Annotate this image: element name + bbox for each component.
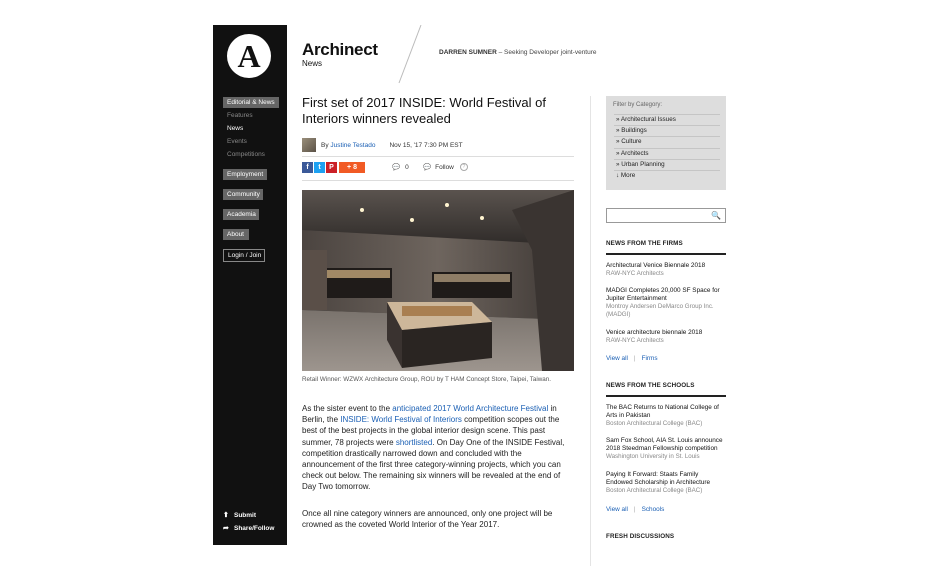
firm-news-title[interactable]: Venice architecture biennale 2018 bbox=[606, 329, 703, 336]
discussions-heading: FRESH DISCUSSIONS bbox=[606, 533, 675, 540]
share-follow-link[interactable] bbox=[223, 522, 274, 535]
firms-links bbox=[606, 355, 658, 362]
link-separator: | bbox=[633, 355, 636, 362]
login-join-button[interactable]: Login / Join bbox=[223, 249, 265, 262]
filter-item-more[interactable]: ↓ More bbox=[614, 170, 720, 181]
article-paragraph-1 bbox=[302, 403, 574, 493]
school-news-title[interactable]: Sam Fox School, AIA St. Louis announce 2018 Steedman Fellowship competition bbox=[606, 437, 723, 452]
sidebar-item-events[interactable]: Events bbox=[227, 138, 247, 145]
firm-news-item[interactable] bbox=[606, 329, 726, 345]
school-news-title[interactable]: The BAC Returns to National College of Arts in Pakistan bbox=[606, 404, 719, 419]
link-shortlisted[interactable]: shortlisted bbox=[395, 437, 433, 447]
submit-label: Submit bbox=[234, 512, 257, 519]
comments-link[interactable] bbox=[392, 163, 409, 171]
share-divider bbox=[302, 180, 574, 181]
help-icon[interactable]: ? bbox=[460, 163, 468, 171]
pinterest-share-button[interactable]: P bbox=[326, 162, 337, 173]
search-input[interactable] bbox=[606, 208, 726, 223]
link-separator: | bbox=[633, 506, 636, 513]
search-icon[interactable]: 🔍 bbox=[711, 211, 721, 220]
article-paragraph-2: Once all nine category winners are announced, only one project will be crowned as the coveted World Interior of the Year 2017. bbox=[302, 509, 553, 530]
firms-view-all-link[interactable]: View all bbox=[606, 355, 628, 362]
photo-caption: Retail Winner: WZWX Architecture Group, ROU by T HAM Concept Store, Taipei, Taiwan. bbox=[302, 376, 552, 383]
submit-link[interactable] bbox=[223, 509, 274, 522]
p1-text-d: . On Day One of the INSIDE Festival, competition drastically narrowed down and concluded with the announcement of the first three category-winning projects, which you can check out below. The remaining six winners will be revealed at the end of Day Two tomorrow. bbox=[302, 437, 565, 492]
facebook-share-button[interactable]: f bbox=[302, 162, 313, 173]
school-news-source: Washington University in St. Louis bbox=[606, 453, 700, 460]
school-news-item[interactable] bbox=[606, 471, 726, 495]
byline bbox=[321, 142, 375, 149]
firm-news-source: RAW-NYC Architects bbox=[606, 270, 664, 277]
sidebar-item-academia[interactable]: Academia bbox=[223, 209, 259, 220]
sidebar-item-community[interactable]: Community bbox=[223, 189, 263, 200]
share-follow-label: Share/Follow bbox=[234, 525, 275, 532]
school-news-source: Boston Architectural College (BAC) bbox=[606, 420, 703, 427]
article-date: Nov 15, '17 7:30 PM EST bbox=[389, 141, 463, 149]
article-meta bbox=[302, 137, 463, 153]
sidebar-actions bbox=[223, 509, 274, 535]
firm-news-title[interactable]: MADGI Completes 20,000 SF Space for Jupiter Entertainment bbox=[606, 287, 720, 302]
firms-link[interactable]: Firms bbox=[641, 355, 658, 362]
share-buttons bbox=[302, 162, 366, 173]
twitter-share-button[interactable]: t bbox=[314, 162, 325, 173]
upload-icon: ⬆ bbox=[223, 512, 229, 519]
category-filter bbox=[606, 96, 726, 190]
schools-view-all-link[interactable]: View all bbox=[606, 506, 628, 513]
sidebar-item-employment[interactable]: Employment bbox=[223, 169, 267, 180]
meta-divider bbox=[302, 156, 574, 157]
filter-item-buildings[interactable]: » Buildings bbox=[614, 125, 720, 136]
author-link[interactable]: Justine Testado bbox=[330, 141, 376, 149]
school-news-item[interactable] bbox=[606, 437, 726, 461]
school-news-title[interactable]: Paying It Forward: Staats Family Endowed Scholarship in Architecture bbox=[606, 471, 711, 486]
firm-news-item[interactable] bbox=[606, 262, 726, 278]
schools-link[interactable]: Schools bbox=[641, 506, 665, 513]
link-world-architecture-festival[interactable]: anticipated 2017 World Architecture Festival bbox=[392, 404, 549, 413]
follow-icon: 💬 bbox=[423, 164, 432, 171]
filter-item-architectural-issues[interactable]: » Architectural Issues bbox=[614, 114, 720, 125]
firms-heading: NEWS FROM THE FIRMS bbox=[606, 240, 683, 247]
tagline-text: – Seeking Developer joint-venture bbox=[498, 49, 597, 56]
filter-item-urban-planning[interactable]: » Urban Planning bbox=[614, 159, 720, 170]
filter-title: Filter by Category: bbox=[613, 102, 663, 108]
firm-news-source: RAW-NYC Architects bbox=[606, 337, 664, 344]
header-tagline[interactable] bbox=[439, 49, 597, 56]
article-title: First set of 2017 INSIDE: World Festival of Interiors winners revealed bbox=[302, 95, 546, 126]
more-share-button[interactable]: + 8 bbox=[339, 162, 365, 173]
filter-item-culture[interactable]: » Culture bbox=[614, 136, 720, 147]
filter-item-architects[interactable]: » Architects bbox=[614, 148, 720, 159]
firms-rule bbox=[606, 253, 726, 255]
sidebar-nav bbox=[223, 97, 281, 271]
store-interior-image bbox=[302, 190, 574, 371]
p1-text-a: As the sister event to the bbox=[302, 404, 393, 413]
schools-links bbox=[606, 506, 664, 513]
school-news-item[interactable] bbox=[606, 404, 726, 428]
byline-prefix: By bbox=[321, 141, 329, 149]
comment-icon: 💬 bbox=[392, 164, 401, 171]
site-section: News bbox=[302, 59, 323, 68]
schools-heading: NEWS FROM THE SCHOOLS bbox=[606, 382, 695, 389]
p1-text-b: in Berlin, the bbox=[302, 404, 557, 425]
p1-text-c: competition scopes out the best of the best projects in the global interior design scene. This past summer, 78 projects were bbox=[302, 415, 560, 447]
link-inside-festival[interactable]: INSIDE: World Festival of Interiors bbox=[340, 415, 462, 425]
left-sidebar bbox=[213, 25, 287, 545]
schools-rule bbox=[606, 395, 726, 397]
article-photo[interactable] bbox=[302, 190, 574, 371]
tagline-author: DARREN SUMNER bbox=[439, 49, 497, 56]
share-icon: ➦ bbox=[223, 525, 229, 532]
site-title[interactable]: Archinect bbox=[302, 40, 378, 59]
sidebar-item-features[interactable]: Features bbox=[227, 112, 253, 119]
firm-news-item[interactable] bbox=[606, 287, 726, 319]
archinect-logo[interactable]: A bbox=[227, 34, 271, 78]
sidebar-item-news[interactable]: News bbox=[227, 125, 244, 132]
comment-count: 0 bbox=[405, 163, 409, 171]
author-avatar[interactable] bbox=[302, 138, 316, 152]
header-divider bbox=[395, 25, 425, 85]
follow-button[interactable] bbox=[423, 163, 468, 171]
follow-label: Follow bbox=[435, 163, 454, 171]
sidebar-item-about[interactable]: About bbox=[223, 229, 249, 240]
sidebar-item-editorial[interactable]: Editorial & News bbox=[223, 97, 279, 108]
firm-news-title[interactable]: Architectural Venice Biennale 2018 bbox=[606, 262, 706, 269]
firm-news-source: Montroy Andersen DeMarco Group Inc. (MADGI) bbox=[606, 303, 714, 318]
column-divider bbox=[590, 96, 591, 566]
school-news-source: Boston Architectural College (BAC) bbox=[606, 487, 703, 494]
sidebar-item-competitions[interactable]: Competitions bbox=[227, 151, 265, 158]
